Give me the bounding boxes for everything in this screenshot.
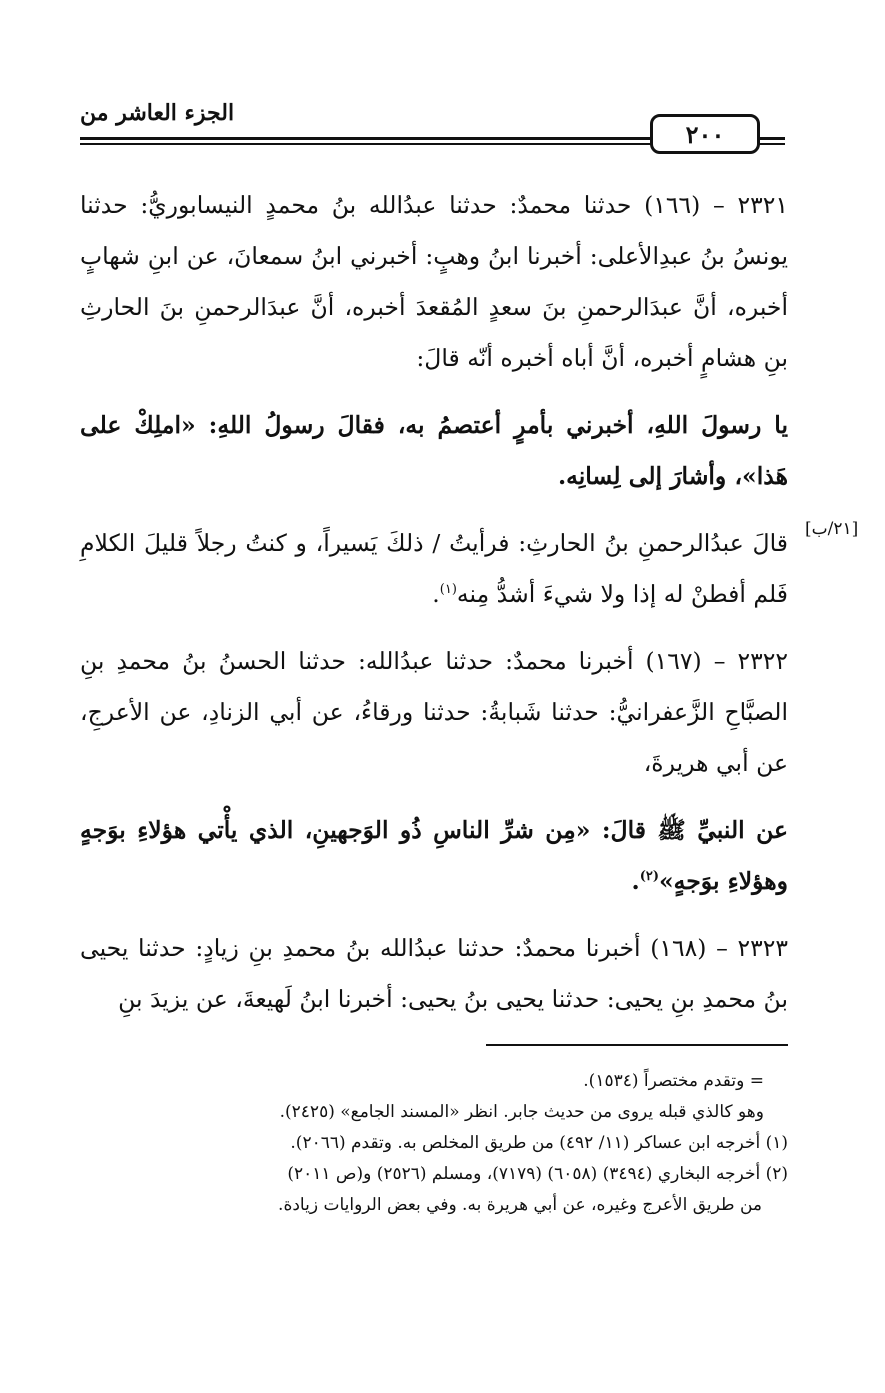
- footnote-2: (٢) أخرجه البخاري (٣٤٩٤) (٦٠٥٨) (٧١٧٩)، ومسلم (٢٥٢٦) و(ص ٢٠١١): [287, 1164, 788, 1184]
- hadith-2322-matn: عن النبيِّ ﷺ قالَ: «مِن شرِّ الناسِ ذُو الوَجهينِ، الذي يأْتي هؤلاءِ بوَجهٍ وهؤلاءِ بوَجهٍ»$^{(٢)}$.: [80, 816, 788, 895]
- footnote-2-continuation: من طريق الأعرج وغيره، عن أبي هريرة به. وفي بعض الروايات زيادة.: [278, 1195, 762, 1215]
- footnote-1: (١) أخرجه ابن عساكر (١١/ ٤٩٢) من طريق المخلص به. وتقدم (٢٠٦٦).: [290, 1133, 788, 1153]
- hadith-2321-matn: يا رسولَ اللهِ، أخبرني بأمرٍ أعتصمُ به، فقالَ رسولُ اللهِ: «املِكْ على هَذا»، وأشارَ إلى لِسانِه.: [80, 411, 788, 490]
- footnote-ref-1[interactable]: (١): [439, 582, 457, 598]
- hadith-2322-isnad: ٢٣٢٢ – (١٦٧) أخبرنا محمدٌ: حدثنا عبدُالله: حدثنا الحسنُ بنُ محمدِ بنِ الصبَّاحِ الزَّعفرانيُّ: حدثنا شَبابةُ: حدثنا ورقاءُ، عن أبي الزنادِ، عن الأعرجِ، عن أبي هريرةَ،: [80, 647, 788, 777]
- footnote-continuation: = وتقدم مختصراً (١٥٣٤).: [583, 1071, 764, 1091]
- running-title: الجزء العاشر من: [80, 100, 235, 126]
- footnote-separator: [486, 1044, 788, 1046]
- footnotes: [80, 1066, 788, 1221]
- comment-text: قالَ عبدُالرحمنِ بنُ الحارثِ: فرأيتُ / ذلكَ يَسيراً، و كنتُ رجلاً قليلَ الكلامِ فَلم أفطنْ له إذا ولا شيءَ أشدُّ مِنه: [80, 529, 788, 608]
- footnote-continuation-2: وهو كالذي قبله يروى من حديث جابر. انظر «المسند الجامع» (٢٤٢٥).: [279, 1102, 764, 1122]
- page-number: ٢٠٠: [685, 119, 725, 149]
- hadith-2321-comment: قالَ عبدُالرحمنِ بنُ الحارثِ: فرأيتُ / ذلكَ يَسيراً، و كنتُ رجلاً قليلَ الكلامِ فَلم أفطنْ له إذا ولا شيءَ أشدُّ مِنه$^{(١)}$.: [80, 529, 788, 608]
- page-number-box: [650, 114, 760, 154]
- matn-text: عن النبيِّ ﷺ قالَ: «مِن شرِّ الناسِ ذُو الوَجهينِ، الذي يأْتي هؤلاءِ بوَجهٍ وهؤلاءِ بوَجهٍ»: [80, 816, 788, 895]
- footnote-ref-2[interactable]: (٢): [639, 869, 659, 885]
- margin-folio-note: [٢١/ب]: [805, 519, 859, 539]
- main-text: [80, 180, 788, 1025]
- hadith-2321-isnad: ٢٣٢١ – (١٦٦) حدثنا محمدٌ: حدثنا عبدُالله بنُ محمدٍ النيسابوريُّ: حدثنا يونسُ بنُ عبدِالأعلى: أخبرنا ابنُ وهبٍ: أخبرني ابنُ سمعانَ، عن ابنِ شهابٍ أخبره، أنَّ عبدَالرحمنِ بنَ سعدٍ المُقعدَ أخبره، أنَّ عبدَالرحمنِ بنَ الحارثِ بنِ هشامٍ أخبره، أنَّ أباه أخبره أنّه قالَ:: [80, 191, 788, 372]
- hadith-2323-isnad: ٢٣٢٣ – (١٦٨) أخبرنا محمدٌ: حدثنا عبدُالله بنُ محمدِ بنِ زيادٍ: حدثنا يحيى بنُ محمدِ بنِ يحيى: حدثنا يحيى بنُ يحيى: أخبرنا ابنُ لَهيعةَ، عن يزيدَ بنِ: [80, 934, 788, 1013]
- page-header: [0, 96, 885, 166]
